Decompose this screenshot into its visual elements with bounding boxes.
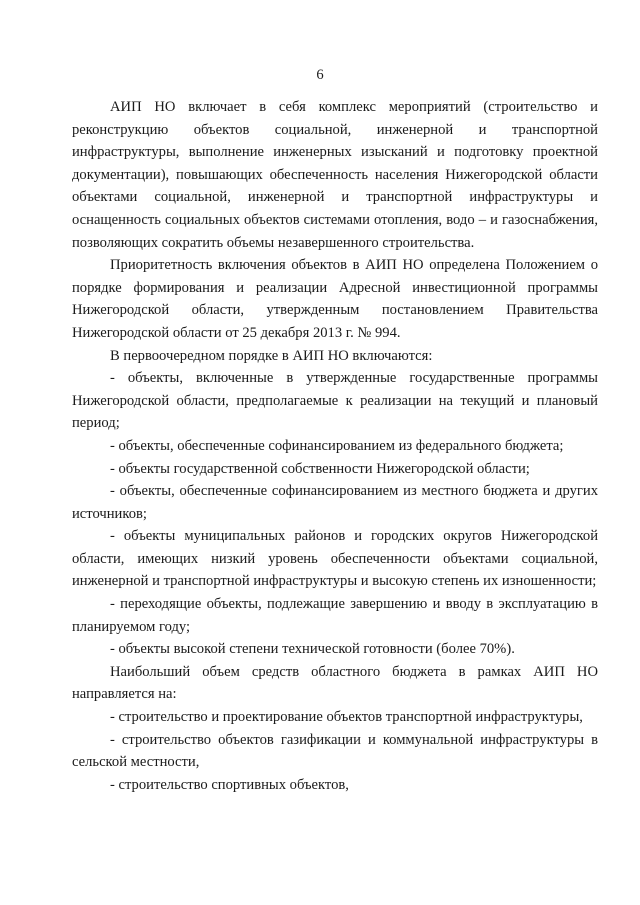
list-item-municipal-districts: - объекты муниципальных районов и городских округов Нижегородской области, имеющих низкий уровень обеспеченности объектами социальной, инженерной и транспортной инфраструктуры и высокую степень их изношенности;: [72, 528, 598, 590]
paragraph-budget-intro: Наибольший объем средств областного бюджета в рамках АИП НО направляется на:: [72, 663, 598, 703]
document-body: [72, 96, 598, 796]
list-item-state-property: - объекты государственной собственности Нижегородской области;: [110, 460, 530, 477]
paragraph-list-intro: В первоочередном порядке в АИП НО включаются:: [110, 347, 433, 364]
list-item-carryover-objects: - переходящие объекты, подлежащие завершению и вводу в эксплуатацию в планируемом году;: [72, 596, 598, 635]
paragraph-priority: Приоритетность включения объектов в АИП НО определена Положением о порядке формирования и реализации Адресной инвестиционной программы Нижегородской области, утвержденным постановлением Правительства Нижегородской области от 25 декабря 2013 г. № 994.: [72, 257, 598, 341]
list-item-state-programs: - объекты, включенные в утвержденные государственные программы Нижегородской области, предполагаемые к реализации на текущий и плановый период;: [72, 370, 598, 432]
list-item-gasification: - строительство объектов газификации и коммунальной инфраструктуры в сельской местности,: [72, 731, 598, 771]
list-item-local-cofinancing: - объекты, обеспеченные софинансированием из местного бюджета и других источников;: [72, 483, 598, 522]
list-item-transport: - строительство и проектирование объектов транспортной инфраструктуры,: [110, 709, 583, 726]
paragraph-aip-description: АИП НО включает в себя комплекс мероприятий (строительство и реконструкцию объектов социальной, инженерной и транспортной инфраструктуры, выполнение инженерных изысканий и подготовку проектной документации), повышающих обеспеченность населения Нижегородской области объектами социальной, инженерной и транспортной инфраструктуры и оснащенность социальных объектов системами отопления, водо – и газоснабжения, позволяющих сократить объемы незавершенного строительства.: [72, 99, 598, 251]
list-item-high-readiness: - объекты высокой степени технической готовности (более 70%).: [110, 641, 515, 658]
page-number: 6: [316, 67, 324, 83]
list-item-federal-cofinancing: - объекты, обеспеченные софинансированием из федерального бюджета;: [110, 437, 564, 454]
list-item-sports: - строительство спортивных объектов,: [110, 776, 349, 793]
